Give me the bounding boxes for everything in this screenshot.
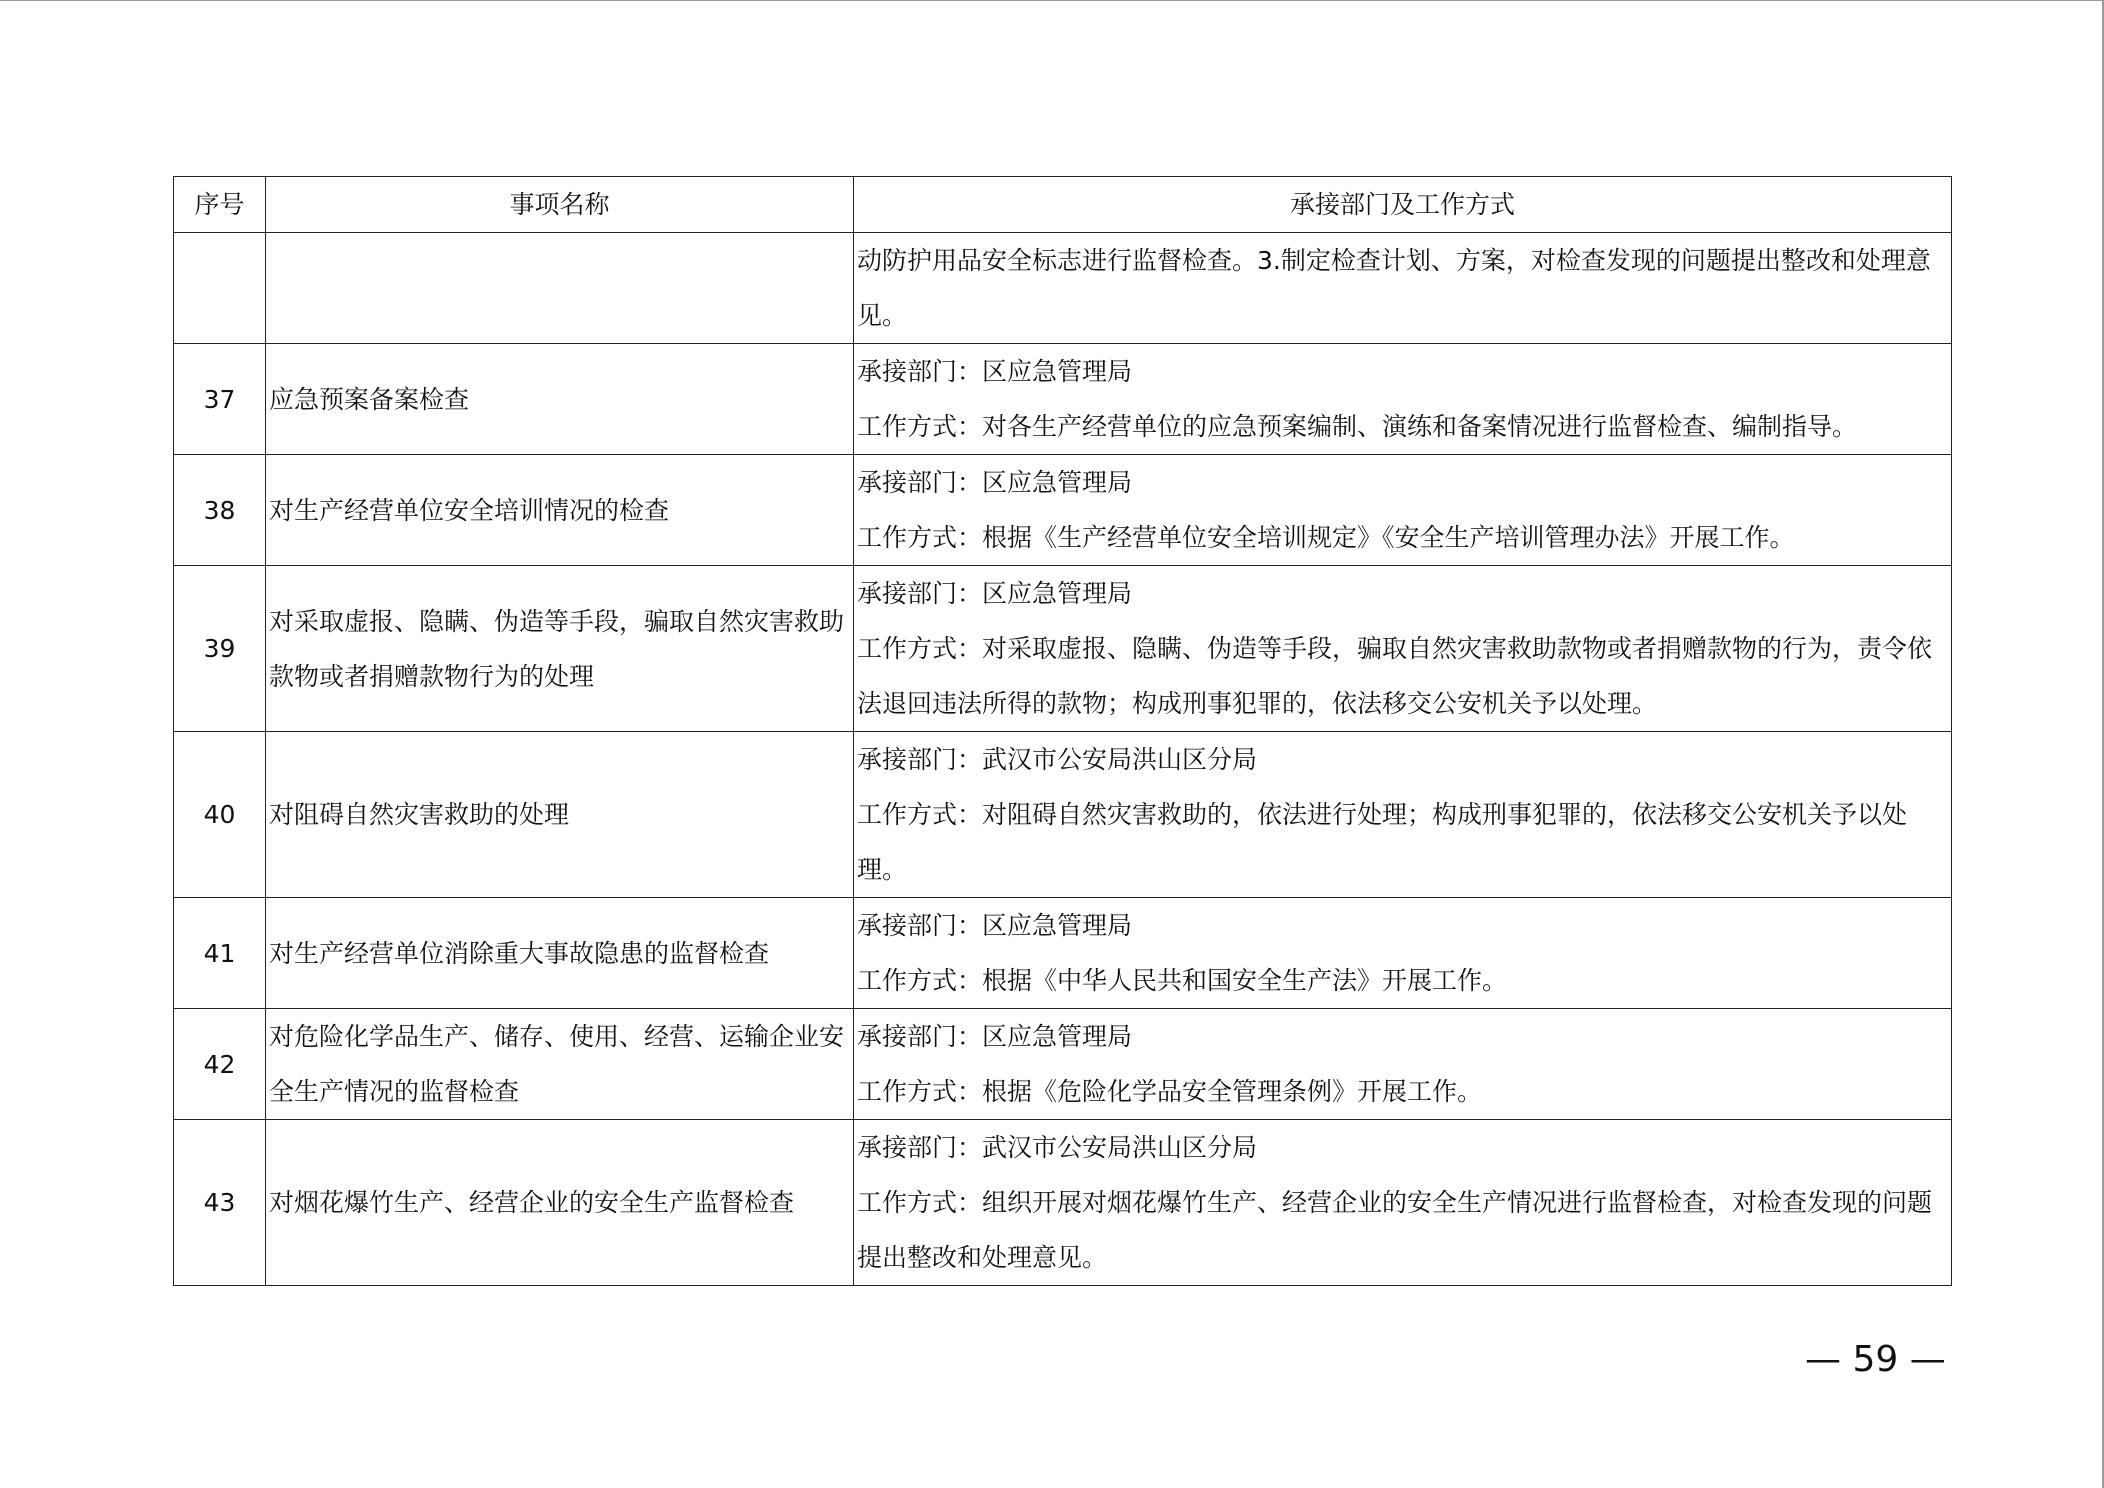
row-department-method: [854, 732, 1952, 898]
method-line: 工作方式：根据《中华人民共和国安全生产法》开展工作。: [857, 966, 1508, 995]
table-row: [174, 732, 1952, 898]
table-header-row: [174, 177, 1952, 233]
row-number: 41: [174, 898, 266, 1009]
row-number: 37: [174, 344, 266, 455]
table-row: [174, 566, 1952, 732]
row-item-name: 应急预案备案检查: [266, 344, 854, 455]
method-line: 工作方式：对采取虚报、隐瞒、伪造等手段，骗取自然灾害救助款物或者捐赠款物的行为，责令依法退回违法所得的款物；构成刑事犯罪的，依法移交公安机关予以处理。: [857, 634, 1933, 718]
page-number: — 59 —: [1805, 1339, 1946, 1380]
method-line: 工作方式：对阻碍自然灾害救助的，依法进行处理；构成刑事犯罪的，依法移交公安机关予以处理。: [857, 800, 1908, 884]
row-department-method: [854, 344, 1952, 455]
row-number: [174, 233, 266, 344]
row-item-name: 对烟花爆竹生产、经营企业的安全生产监督检查: [266, 1120, 854, 1286]
method-line: 工作方式：根据《危险化学品安全管理条例》开展工作。: [857, 1077, 1483, 1106]
department-line: 承接部门：武汉市公安局洪山区分局: [857, 1133, 1258, 1162]
row-item-name: 对生产经营单位安全培训情况的检查: [266, 455, 854, 566]
row-department-method: [854, 455, 1952, 566]
method-line: 工作方式：组织开展对烟花爆竹生产、经营企业的安全生产情况进行监督检查，对检查发现的问题提出整改和处理意见。: [857, 1188, 1933, 1272]
department-line: 承接部门：武汉市公安局洪山区分局: [857, 745, 1258, 774]
department-line: 承接部门：区应急管理局: [857, 911, 1133, 940]
row-department-method: [854, 233, 1952, 344]
row-item-name: 对采取虚报、隐瞒、伪造等手段，骗取自然灾害救助款物或者捐赠款物行为的处理: [266, 566, 854, 732]
method-line: 工作方式：根据《生产经营单位安全培训规定》《安全生产培训管理办法》开展工作。: [857, 523, 1795, 552]
table-row: [174, 1009, 1952, 1120]
table-row: [174, 898, 1952, 1009]
table-row: [174, 344, 1952, 455]
row-number: 40: [174, 732, 266, 898]
table-row: [174, 233, 1952, 344]
row-department-method: [854, 1120, 1952, 1286]
header-department-method: 承接部门及工作方式: [854, 177, 1952, 233]
page-top-border: [0, 0, 2104, 1]
row-item-name: [266, 233, 854, 344]
row-number: 43: [174, 1120, 266, 1286]
row-number: 38: [174, 455, 266, 566]
row-item-name: 对阻碍自然灾害救助的处理: [266, 732, 854, 898]
continuation-text: 动防护用品安全标志进行监督检查。3.制定检查计划、方案，对检查发现的问题提出整改和处理意见。: [857, 246, 1931, 330]
row-item-name: 对危险化学品生产、储存、使用、经营、运输企业安全生产情况的监督检查: [266, 1009, 854, 1120]
table-row: [174, 1120, 1952, 1286]
header-serial-number: 序号: [174, 177, 266, 233]
department-line: 承接部门：区应急管理局: [857, 357, 1133, 386]
department-line: 承接部门：区应急管理局: [857, 468, 1133, 497]
row-number: 42: [174, 1009, 266, 1120]
department-line: 承接部门：区应急管理局: [857, 1022, 1133, 1051]
row-number: 39: [174, 566, 266, 732]
row-item-name: 对生产经营单位消除重大事故隐患的监督检查: [266, 898, 854, 1009]
department-line: 承接部门：区应急管理局: [857, 579, 1133, 608]
row-department-method: [854, 1009, 1952, 1120]
row-department-method: [854, 898, 1952, 1009]
table-row: [174, 455, 1952, 566]
header-item-name: 事项名称: [266, 177, 854, 233]
row-department-method: [854, 566, 1952, 732]
method-line: 工作方式：对各生产经营单位的应急预案编制、演练和备案情况进行监督检查、编制指导。: [857, 412, 1858, 441]
matters-table: [173, 176, 1952, 1286]
